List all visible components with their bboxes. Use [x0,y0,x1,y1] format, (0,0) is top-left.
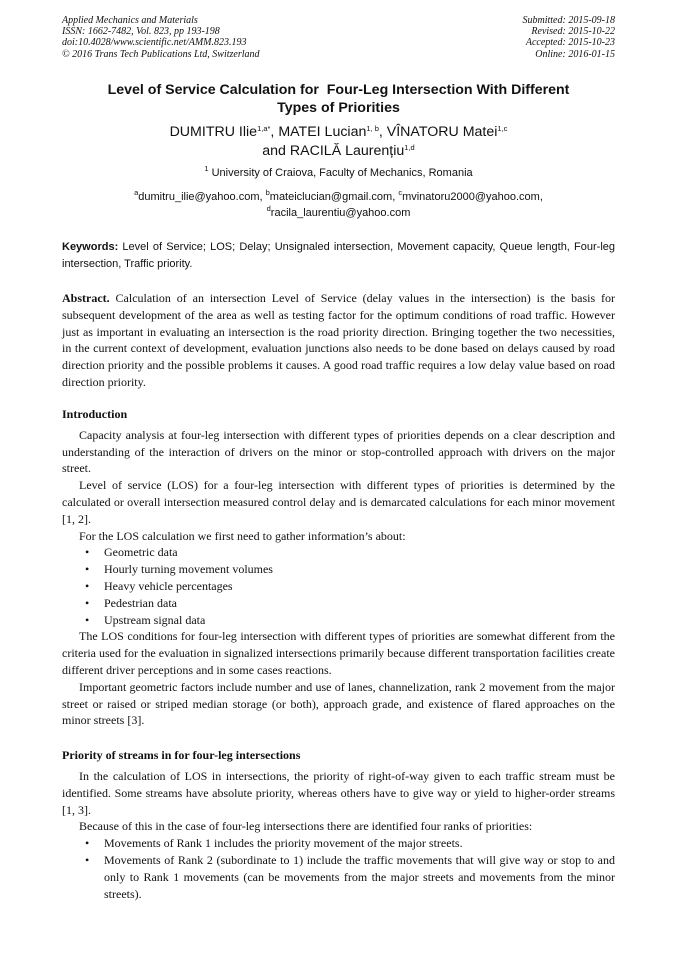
list-item: • Movements of Rank 1 includes the priority movement of the major streets. [62,835,615,852]
priority-heading: Priority of streams in for four-leg intersections [62,748,301,763]
emails-line-2 [62,205,615,221]
paragraph: The LOS conditions for four-leg intersection with different types of priorities are somewhat different from the criteria used for the evaluation in signalized intersections primarily because different transportation facilities create different driver perceptions and in some cases reactions. [62,629,615,677]
submission-dates [523,15,616,60]
priority-ranks-list [62,835,615,902]
doi-line: doi:10.4028/www.scientific.net/AMM.823.193 [62,37,247,49]
paragraph: Level of service (LOS) for a four-leg intersection with different types of priorities is determined by the calculated or overall intersection measured control delay and is demarcated calculations for each minor movement [1, 2]. [62,478,615,526]
introduction-heading: Introduction [62,407,128,421]
email-address: mateiclucian@gmail.com, [269,191,399,203]
author-name: DUMITRU Ilie [169,124,258,140]
list-item: • Hourly turning movement volumes [62,561,615,578]
keywords-label: Keywords: [62,241,119,253]
author-name: RACILĂ Laurențiu [289,143,405,159]
copyright-line: © 2016 Trans Tech Publications Ltd, Switzerland [62,48,260,60]
author-affiliation-mark: 1,a* [257,124,271,133]
email-mark: c [398,188,403,197]
paragraph: For the LOS calculation we first need to gather information’s about: [79,528,406,543]
abstract-section [62,290,615,391]
list-item: • Geometric data [62,544,615,561]
author-and: and [262,143,290,159]
keywords-text: Level of Service; LOS; Delay; Unsignaled intersection, Movement capacity, Queue length, Four-leg intersection, Traffic priority. [62,241,615,270]
title-line-1: Level of Service Calculation for Four-Leg Intersection With Different [107,82,570,98]
authors-line-2 [62,142,615,161]
author-separator: , [270,124,279,140]
abstract-label: Abstract. [62,291,110,305]
author-emails [62,189,615,221]
author-affiliation-mark: 1,d [404,143,415,152]
title-line-2: Types of Priorities [277,100,400,116]
list-item: • Movements of Rank 2 (subordinate to 1) include the traffic movements that will give way or stop to and only to Rank 1 movements (can be movements from the major streets and movements from the minor streets). [62,852,615,902]
author-list [62,123,615,161]
email-address: racila_laurentiu@yahoo.com [270,207,411,219]
issn-line: ISSN: 1662-7482, Vol. 823, pp 193-198 [62,26,220,38]
author-affiliation-mark: 1, b [366,124,379,133]
list-item: • Heavy vehicle percentages [62,578,615,595]
online-date: Online: 2016-01-15 [535,48,615,60]
emails-line-1 [62,189,615,205]
submitted-date: Submitted: 2015-09-18 [522,15,615,26]
email-address: mvinatoru2000@yahoo.com, [402,191,543,203]
email-mark: d [266,204,271,213]
author-separator: , [378,124,387,140]
email-mark: a [134,188,139,197]
revised-date: Revised: 2015-10-22 [531,26,615,38]
affiliation-text: University of Craiova, Faculty of Mechanics, Romania [208,167,473,179]
author-name: VÎNATORU Matei [386,124,498,140]
journal-name: Applied Mechanics and Materials [62,15,198,26]
accepted-date: Accepted: 2015-10-23 [525,37,615,49]
paragraph: In the calculation of LOS in intersections, the priority of right-of-way given to each traffic stream must be identified. Some streams have absolute priority, whereas others have to give way or yield to higher-order streams [1, 3]. [62,768,615,817]
affiliation [62,166,615,180]
paper-body [62,406,615,902]
journal-info [62,15,260,60]
paragraph: Because of this in the case of four-leg intersections there are identified four ranks of priorities: [79,819,533,834]
data-requirements-list [62,544,615,628]
authors-line-1 [62,123,615,142]
affiliation-mark: 1 [204,164,209,173]
list-item: • Upstream signal data [62,612,615,629]
email-mark: b [265,188,270,197]
paragraph: Capacity analysis at four-leg intersection with different types of priorities depends on a clear description and understanding of the interaction of drivers on the minor or stop-controlled approach with drivers on the major street. [62,427,615,476]
email-address: dumitru_ilie@yahoo.com, [138,191,266,203]
paragraph: Important geometric factors include number and use of lanes, channelization, rank 2 movement from the major street or raised or striped median storage (or both), approach grade, and existence of flared approaches on the minor streets [3]. [62,679,615,728]
abstract-text: Calculation of an intersection Level of Service (delay values in the intersection) is the basis for subsequent development of the area as well as testing factor for the optimum conditions of road traffic. However just as important in evaluating an intersection is the road priority direction. Bringing together the two necessities, in the current context of development, evaluation junctions also needs to be done based on delays caused by road direction priority and the possible problems it causes. A good road traffic requires a low delay value based on road direction priority. [62,291,615,389]
section-gap [62,729,615,747]
paper-title [62,81,615,117]
author-affiliation-mark: 1,c [497,124,508,133]
keywords-section [62,239,615,272]
author-name: MATEI Lucian [278,124,367,140]
list-item: • Pedestrian data [62,595,615,612]
